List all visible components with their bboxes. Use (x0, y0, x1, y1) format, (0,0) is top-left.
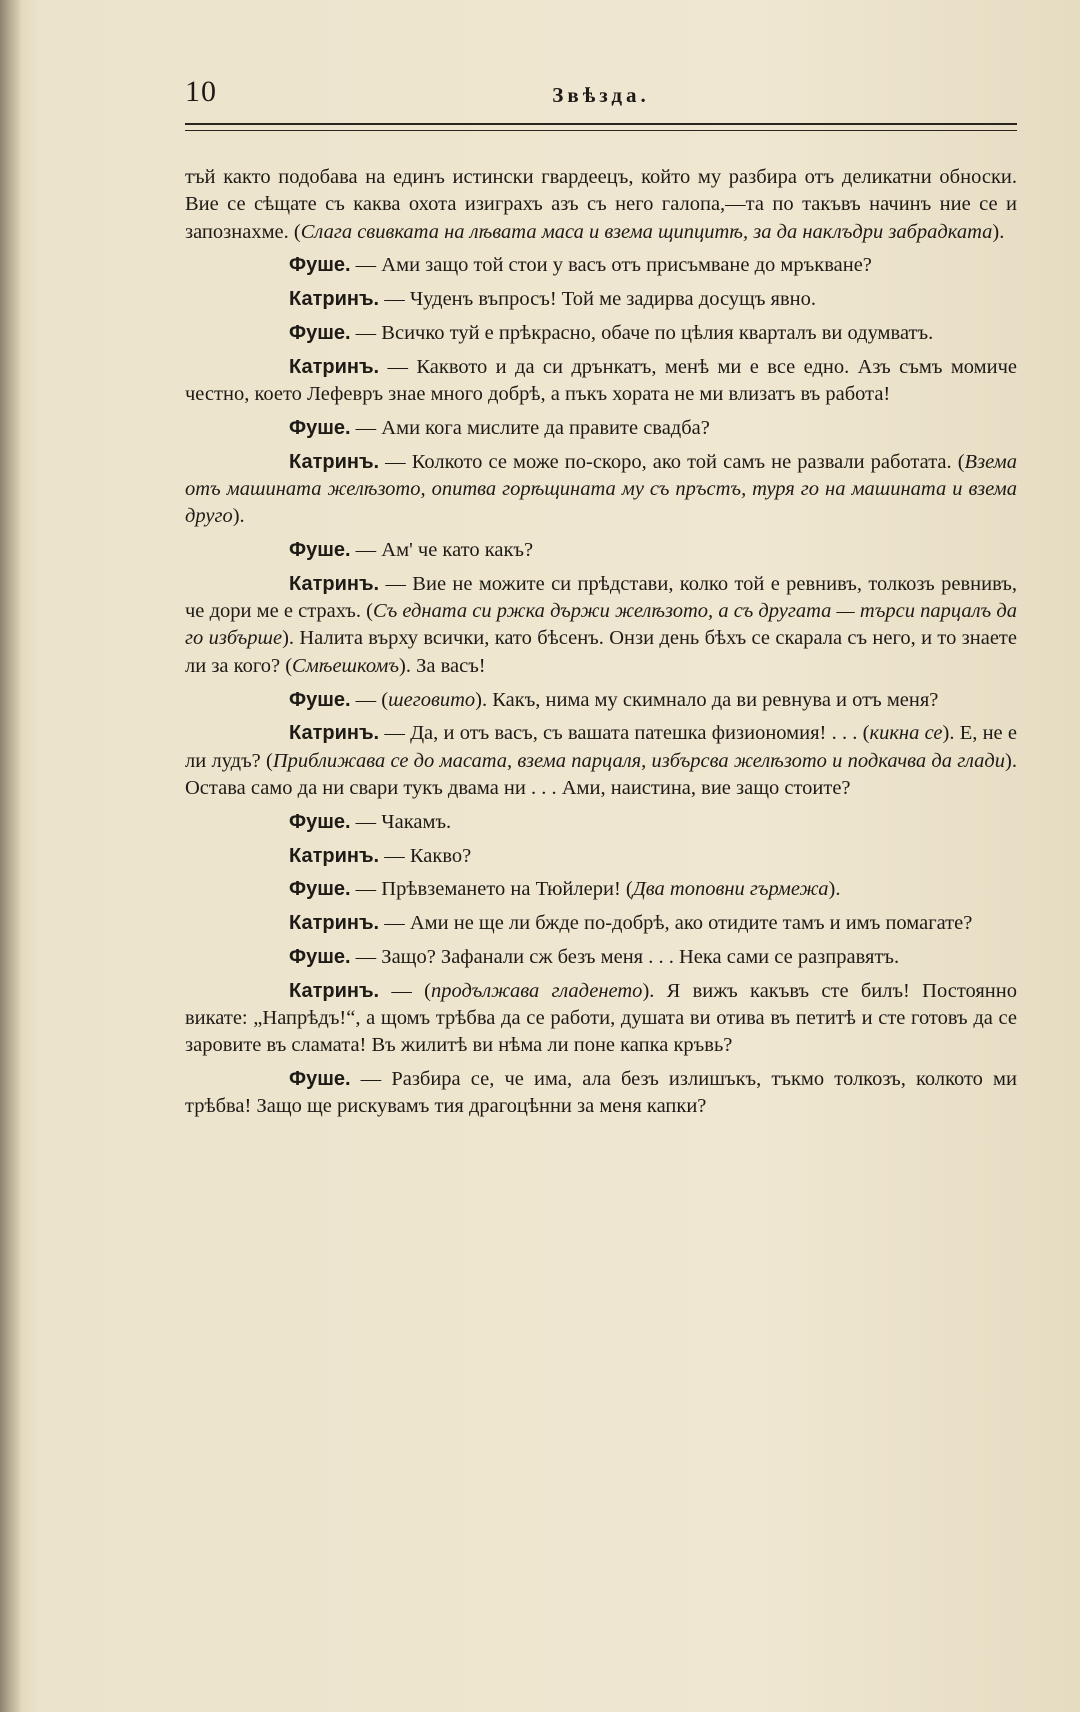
dialogue-paragraph (185, 876, 1017, 903)
dialogue-paragraph (185, 415, 1017, 442)
dialogue-text: — Ам' че като какъ? (350, 539, 534, 562)
dialogue-text: — Всичко туй е прѣкрасно, обаче по цѣлия кварталъ ви одумватъ. (350, 321, 934, 344)
speaker-name: Фуше. (289, 1068, 351, 1091)
page-spine-shadow (0, 0, 22, 1712)
dialogue-paragraph (185, 944, 1017, 971)
speaker-name: Фуше. (289, 878, 351, 901)
speaker-name: Фуше. (289, 321, 351, 344)
dialogue-text: — Ами не ще ли бжде по-добрѣ, ако отидите тамъ и имъ помагате? (379, 912, 973, 935)
dialogue-text: — ( (379, 979, 431, 1002)
speaker-name: Катринъ. (289, 979, 380, 1002)
speaker-name: Катринъ. (289, 912, 380, 935)
speaker-name: Катринъ. (289, 722, 380, 745)
dialogue-text: ). Я вижъ какъвъ сте билъ! Постоянно викате: „Напрѣдъ!“, а щомъ трѣбва да се работи, душата ви отива въ петитѣ и сте готовъ да се заровите въ сламата! Въ жилитѣ ви нѣма ли поне капка кръвь? (185, 979, 1017, 1057)
speaker-name: Катринъ. (289, 572, 380, 595)
dialogue-text: — Прѣвземането на Тюйлери! ( (350, 878, 633, 901)
speaker-name: Фуше. (289, 254, 351, 277)
dialogue-text: ). Налита върху всички, като бѣсенъ. Онзи день бѣхъ се скарала съ него, и то знаете ли за кого? ( (185, 627, 1017, 677)
dialogue-text: — Ами защо той стои у васъ отъ присъмване до мръкване? (350, 254, 872, 277)
dialogue-text: ). Какъ, нима му скимнало да ви ревнува и отъ меня? (475, 688, 939, 711)
speaker-name: Катринъ. (289, 844, 380, 867)
header-rule-thick (185, 123, 1017, 125)
header-rule-thin (185, 130, 1017, 131)
stage-direction: Два топовни гърмежа (632, 878, 829, 901)
dialogue-text: — Защо? Зафанали сж безъ меня . . . Нека сами се разправятъ. (350, 945, 900, 968)
stage-direction: Приближава се до масата, взема парцаля, избърсва желѣзото и подкачва да глади (272, 749, 1006, 772)
dialogue-text: — Да, и отъ васъ, съ вашата патешка физиономия! . . . ( (379, 722, 870, 745)
dialogue-text: — Разбира се, че има, ала безъ излишъкъ, тъкмо толкозъ, колкото ми трѣбва! Защо ще рискувамъ тия драгоцѣнни за меня капки? (185, 1068, 1017, 1118)
page-header (185, 75, 1017, 115)
dialogue-paragraph (185, 320, 1017, 347)
dialogue-text: ). (992, 220, 1005, 243)
dialogue-paragraph (185, 354, 1017, 409)
speaker-name: Катринъ. (289, 288, 380, 311)
dialogue-text: ). (232, 505, 245, 528)
speaker-name: Катринъ. (289, 355, 380, 378)
speaker-name: Фуше. (289, 416, 351, 439)
dialogue-paragraph (185, 537, 1017, 564)
dialogue-text: — Колкото се може по-скоро, ако той самъ не развали работата. ( (379, 450, 965, 473)
stage-direction: продължава гладенето (431, 979, 643, 1002)
dialogue-text: ). (828, 878, 841, 901)
speaker-name: Катринъ. (289, 450, 380, 473)
running-title: Звѣзда. (552, 83, 650, 107)
body-text (185, 164, 1017, 1127)
dialogue-text: — Какво? (379, 844, 472, 867)
dialogue-text: ). Е, не е ли лудъ? ( (185, 722, 1017, 772)
stage-direction: Смѣешкомъ (292, 654, 400, 677)
dialogue-text: ). Остава само да ни свари тукъ двама ни . . . Ами, наистина, вие защо стоите? (185, 749, 1017, 799)
dialogue-paragraph (185, 910, 1017, 937)
dialogue-text: — Чуденъ въпросъ! Той ме задирва досущъ явно. (379, 288, 817, 311)
speaker-name: Фуше. (289, 810, 351, 833)
speaker-name: Фуше. (289, 688, 351, 711)
speaker-name: Фуше. (289, 539, 351, 562)
dialogue-paragraph (185, 449, 1017, 531)
dialogue-paragraph (185, 1066, 1017, 1121)
dialogue-paragraph (185, 720, 1017, 802)
dialogue-text: — Вие не можите си прѣдстави, колко той е ревнивъ, толкозъ ревнивъ, че дори ме е страхъ. ( (185, 572, 1017, 623)
stage-direction: шеговито (388, 688, 476, 711)
dialogue-paragraph (185, 843, 1017, 870)
dialogue-paragraph (185, 809, 1017, 836)
stage-direction: кикна се (869, 722, 943, 745)
page-number: 10 (185, 75, 217, 108)
dialogue-text: — Ами кога мислите да правите свадба? (350, 416, 710, 439)
dialogue-text: ). За васъ! (399, 654, 486, 677)
dialogue-text: — Каквото и да си дрънкатъ, менѣ ми е все едно. Азъ съмъ момиче честно, което Лефевръ знае много добрѣ, а пъкъ хората не ми влизатъ въ работа! (185, 355, 1017, 406)
stage-direction: Слага свивката на лѣвата маса и взема щипцитѣ, за да наклъдри забрадката (300, 220, 993, 243)
dialogue-text: — Чакамъ. (350, 810, 452, 833)
stage-direction: Съ едната си ржка държи желѣзото, а съ другата — търси парцалъ да го избърше (185, 600, 1017, 650)
dialogue-text: — ( (350, 688, 389, 711)
dialogue-paragraph (185, 687, 1017, 714)
dialogue-paragraph (185, 978, 1017, 1060)
dialogue-paragraph (185, 286, 1017, 313)
narrative-paragraph (185, 164, 1017, 246)
stage-direction: Взема отъ машината желѣзото, опитва горѣщината му съ пръстъ, туря го на машината и взема друго (185, 450, 1017, 528)
dialogue-paragraph (185, 252, 1017, 279)
dialogue-paragraph (185, 571, 1017, 680)
dialogue-text: тъй както подобава на единъ истински гвардеецъ, който му разбира отъ деликатни обноски. Вие се сѣщате съ каква охота изиграхъ азъ съ него галопа,—та по такъвъ начинъ ние се и запознахме. ( (185, 166, 1017, 243)
speaker-name: Фуше. (289, 945, 351, 968)
